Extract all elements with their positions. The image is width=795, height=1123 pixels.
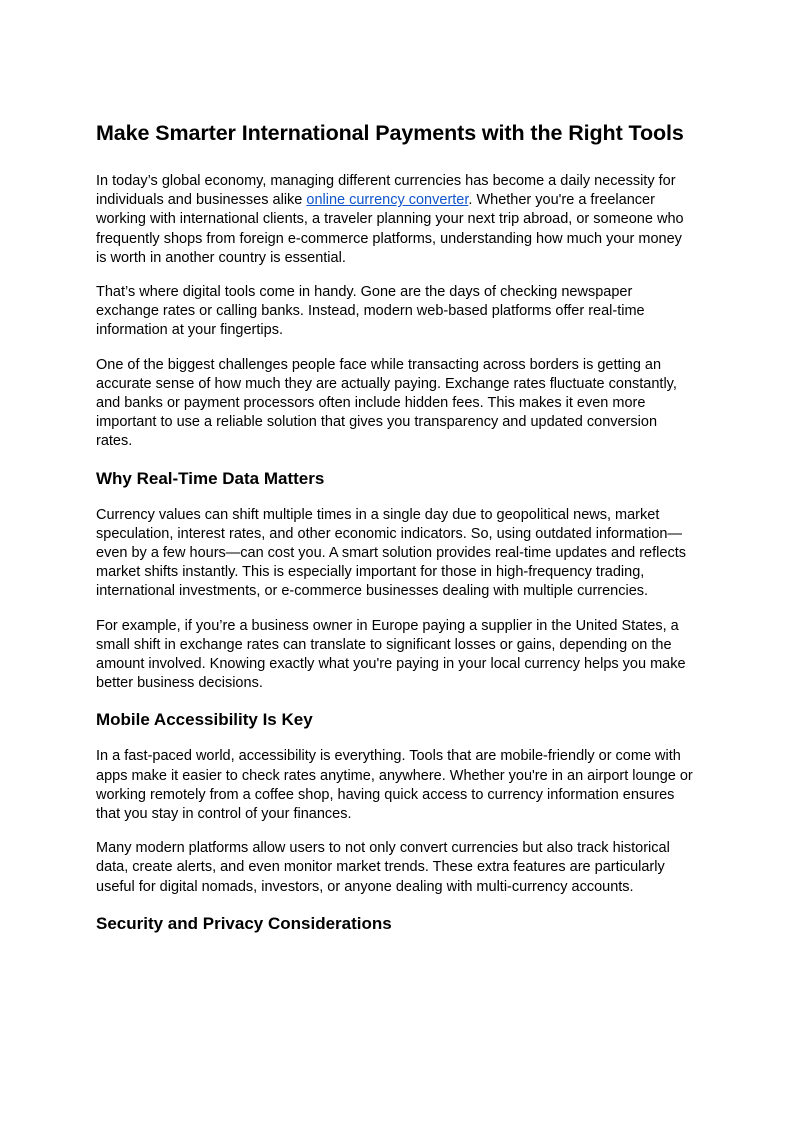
section-paragraph: For example, if you’re a business owner in Europe paying a supplier in the United States, a small shift in exchange rates can translate to significant losses or gains, depending on the amount involved. Knowing exactly what you're paying in your local currency helps you make better business decisions. [96, 617, 686, 692]
intro-paragraph-1-text-before-link: In today’s global economy, managing different currencies has become a daily necessity for individuals and businesses alike [96, 173, 676, 209]
document-page [96, 118, 696, 951]
intro-paragraph-2: That’s where digital tools come in handy. Gone are the days of checking newspaper exchange rates or calling banks. Instead, modern web-based platforms offer real-time information at your fingertips. [96, 284, 645, 339]
intro-paragraph-3: One of the biggest challenges people face while transacting across borders is getting an accurate sense of how much they are actually paying. Exchange rates fluctuate constantly, and banks or payment processors often include hidden fees. This makes it even more important to use a reliable solution that gives you transparency and updated conversion rates. [96, 356, 677, 450]
intro-paragraph-1 [96, 172, 696, 268]
intro-paragraph-1-text-after-link: . Whether you're a freelancer working with international clients, a traveler planning your next trip abroad, or someone who frequently shops from foreign e-commerce platforms, understanding how much your money is worth in another country is essential. [96, 192, 684, 266]
section-heading-real-time-data: Why Real-Time Data Matters [96, 468, 325, 488]
currency-converter-link[interactable]: online currency converter [306, 192, 469, 209]
section-heading-mobile-accessibility: Mobile Accessibility Is Key [96, 710, 313, 730]
section-paragraph: Many modern platforms allow users to not only convert currencies but also track historical data, create alerts, and even monitor market trends. These extra features are particularly useful for digital nomads, investors, or anyone dealing with multi-currency accounts. [96, 840, 670, 895]
section-paragraph: Currency values can shift multiple times in a single day due to geopolitical news, market speculation, interest rates, and other economic indicators. So, using outdated information—even by a few hours—can cost you. A smart solution provides real-time updates and reflects market shifts instantly. This is especially important for those in high-frequency trading, international investments, or e-commerce businesses dealing with multiple currencies. [96, 506, 686, 600]
section-heading-security-privacy: Security and Privacy Considerations [96, 913, 392, 933]
page-title: Make Smarter International Payments with the Right Tools [96, 121, 684, 145]
section-paragraph: In a fast-paced world, accessibility is everything. Tools that are mobile-friendly or come with apps make it easier to check rates anytime, anywhere. Whether you're in an airport lounge or working remotely from a coffee shop, having quick access to currency information ensures that you stay in control of your finances. [96, 748, 693, 823]
